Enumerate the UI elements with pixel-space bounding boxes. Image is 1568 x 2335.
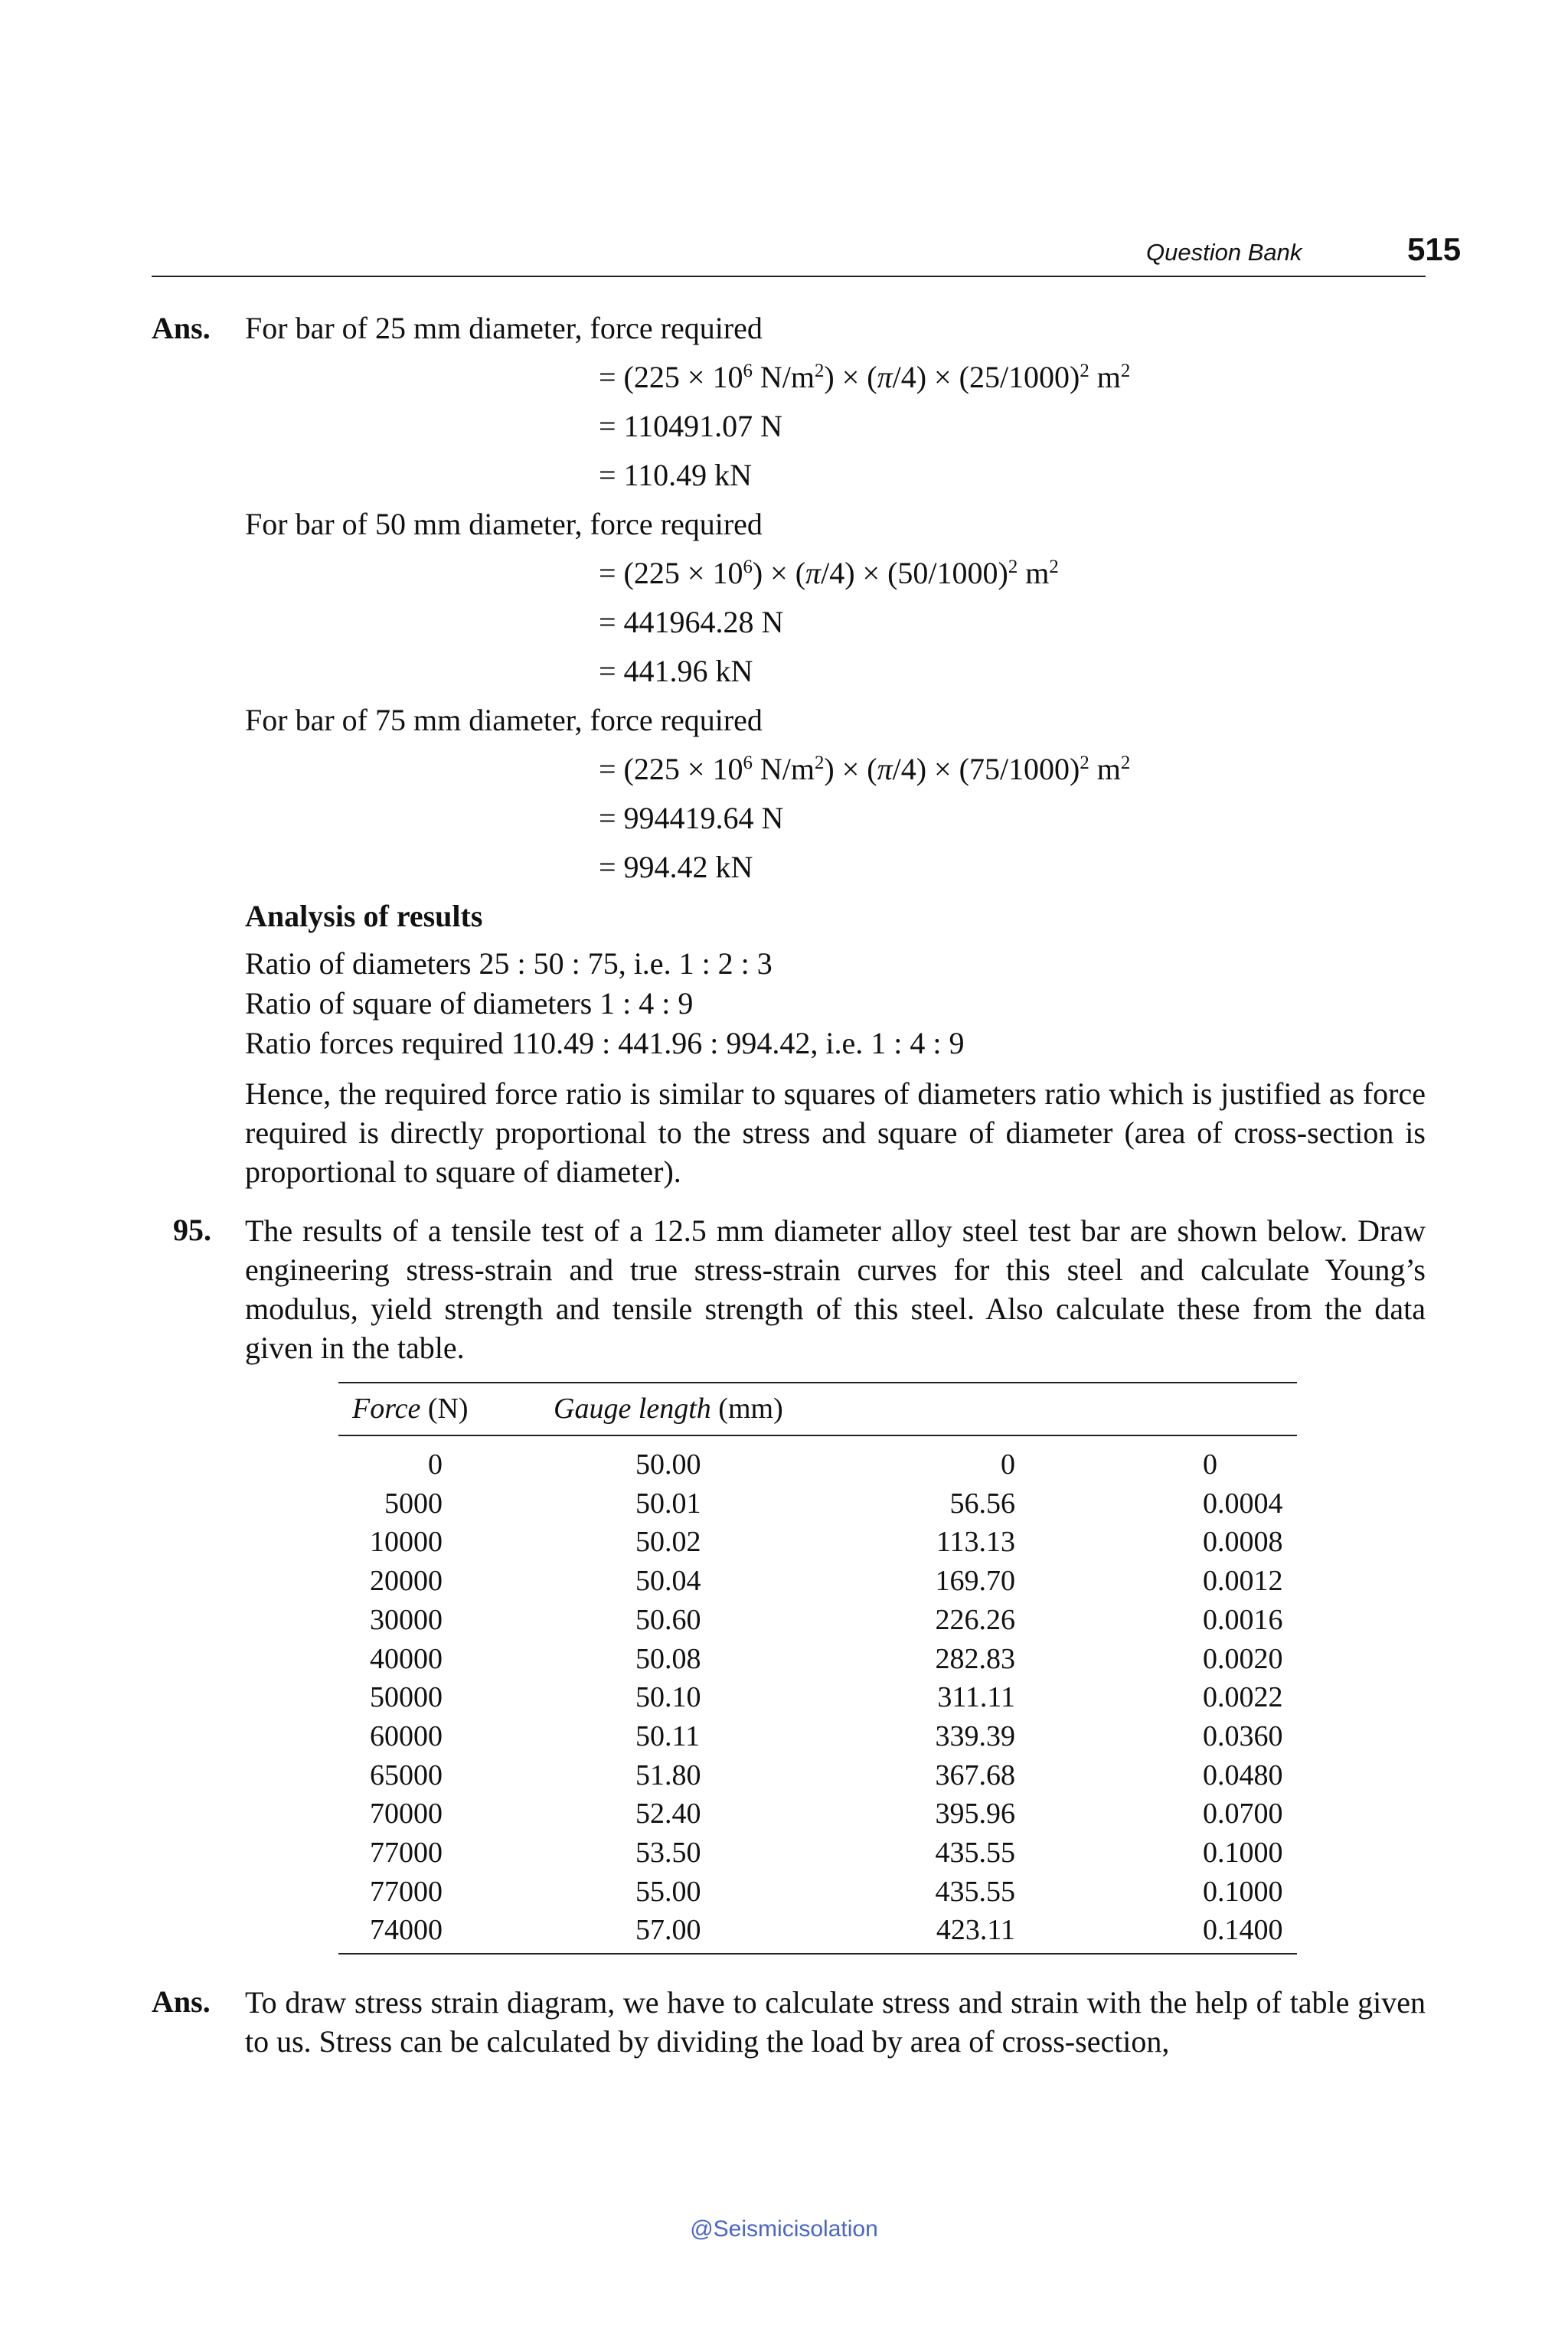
stress-cell: 395.96 (935, 1798, 1015, 1830)
bar25-result-kn: = 110.49 kN (599, 458, 752, 492)
strain-cell: 0.0004 (1203, 1487, 1283, 1520)
force-cell: 50000 (370, 1681, 443, 1714)
answer-label-2: Ans. (152, 1984, 211, 2019)
strain-cell: 0.0008 (1203, 1526, 1283, 1559)
bar50-intro: For bar of 50 mm diameter, force required (245, 507, 763, 541)
stress-cell: 0 (1001, 1448, 1015, 1481)
stress-cell: 339.39 (935, 1719, 1015, 1752)
page-number: 515 (1407, 231, 1462, 267)
force-cell: 77000 (370, 1837, 443, 1869)
force-cell: 70000 (370, 1798, 443, 1830)
strain-cell: 0.1000 (1203, 1837, 1283, 1869)
strain-cell: 0.0360 (1203, 1719, 1283, 1752)
strain-cell: 0.0020 (1203, 1642, 1283, 1675)
stress-cell: 367.68 (935, 1759, 1015, 1791)
strain-cell: 0.0480 (1203, 1759, 1283, 1791)
stress-cell: 282.83 (935, 1642, 1015, 1675)
force-cell: 40000 (370, 1642, 443, 1675)
gauge-length-cell: 50.11 (635, 1719, 701, 1752)
bar50-result-kn: = 441.96 kN (599, 654, 753, 688)
table-header-gauge-length: Gauge length (mm) (554, 1393, 783, 1425)
strain-cell: 0.0012 (1203, 1565, 1283, 1598)
watermark: @Seismicisolation (690, 2216, 878, 2242)
bar50-equation: = $(225 \times 10^6) \times (\pi/4) \times (50/1000)^2$ $m^2$ (599, 556, 1059, 590)
strain-cell: 0.0700 (1203, 1798, 1283, 1830)
bar25-result-n: = 110491.07 N (599, 409, 782, 443)
gauge-length-cell: 57.00 (635, 1914, 701, 1947)
force-cell: 0 (428, 1448, 443, 1481)
bar75-intro: For bar of 75 mm diameter, force required (245, 703, 763, 737)
header-rule (152, 276, 1426, 277)
gauge-length-cell: 50.04 (635, 1565, 701, 1598)
stress-cell: 113.13 (936, 1526, 1015, 1559)
question-number: 95. (173, 1213, 211, 1247)
strain-cell: 0 (1203, 1448, 1217, 1481)
bar75-result-kn: = 994.42 kN (599, 850, 753, 884)
gauge-length-cell: 52.40 (635, 1798, 701, 1830)
force-cell: 20000 (370, 1565, 443, 1598)
gauge-length-cell: 50.02 (635, 1526, 701, 1559)
table-top-rule (338, 1382, 1297, 1383)
force-cell: 74000 (370, 1914, 443, 1947)
force-cell: 65000 (370, 1759, 443, 1791)
running-head-title: Question Bank (1146, 239, 1302, 266)
ratio-square-diameters: Ratio of square of diameters 1 : 4 : 9 (245, 986, 694, 1021)
stress-cell: 435.55 (935, 1837, 1015, 1869)
stress-cell: 423.11 (936, 1914, 1015, 1947)
strain-cell: 0.0016 (1203, 1603, 1283, 1636)
bar25-equation: = ($225 \times 10^6$ $N/m^2) \times (\pi/4) \times (25/1000)^2$ $m^2$ (599, 360, 1131, 394)
bar75-result-n: = 994419.64 N (599, 801, 784, 835)
stress-cell: 169.70 (935, 1565, 1015, 1598)
table-header-rule (338, 1435, 1297, 1436)
gauge-length-cell: 50.08 (635, 1642, 701, 1675)
question-text: The results of a tensile test of a 12.5 mm diameter alloy steel test bar are shown below. Draw engineering stress-strain and true stress-strain curves for this steel and calculate Young’s modulus, yield strength and tensile strength of this steel. Also calculate these from the data given in the table. (245, 1213, 1426, 1365)
bar75-equation: = ($225 \times 10^6$ $N/m^2) \times (\pi/4) \times (75/1000)^2$ $m^2$ (599, 752, 1131, 786)
force-cell: 10000 (370, 1526, 443, 1559)
stress-cell: 226.26 (935, 1603, 1015, 1636)
strain-cell: 0.1400 (1203, 1914, 1283, 1947)
analysis-heading: Analysis of results (245, 899, 483, 933)
bar25-intro: For bar of 25 mm diameter, force required (245, 311, 763, 345)
gauge-length-cell: 50.01 (635, 1487, 701, 1520)
table-header-force: Force (N) (352, 1393, 469, 1425)
strain-cell: 0.1000 (1203, 1875, 1283, 1908)
strain-cell: 0.0022 (1203, 1681, 1283, 1714)
answer-2-text: To draw stress strain diagram, we have to calculate stress and strain with the help of table given to us. Stress can be calculated by dividing the load by area of cross-section, (245, 1985, 1426, 2059)
stress-cell: 311.11 (937, 1681, 1015, 1714)
gauge-length-cell: 51.80 (635, 1759, 701, 1791)
stress-cell: 435.55 (935, 1875, 1015, 1908)
gauge-length-cell: 50.00 (635, 1448, 701, 1481)
force-cell: 77000 (370, 1875, 443, 1908)
bar50-result-n: = 441964.28 N (599, 605, 784, 639)
gauge-length-cell: 50.10 (635, 1681, 701, 1714)
stress-cell: 56.56 (949, 1487, 1015, 1520)
gauge-length-cell: 55.00 (635, 1875, 701, 1908)
ratio-forces: Ratio forces required 110.49 : 441.96 : 994.42, i.e. 1 : 4 : 9 (245, 1026, 965, 1060)
gauge-length-cell: 53.50 (635, 1837, 701, 1869)
ratio-diameters: Ratio of diameters 25 : 50 : 75, i.e. 1 : 2 : 3 (245, 946, 773, 981)
force-cell: 60000 (370, 1719, 443, 1752)
table-bottom-rule (338, 1953, 1297, 1955)
conclusion-paragraph: Hence, the required force ratio is similar to squares of diameters ratio which is justified as force required is directly proportional to the stress and square of diameter (area of cross-section is proportional to square of diameter). (245, 1076, 1426, 1189)
gauge-length-cell: 50.60 (635, 1603, 701, 1636)
force-cell: 5000 (384, 1487, 443, 1520)
force-cell: 30000 (370, 1603, 443, 1636)
answer-label: Ans. (152, 311, 211, 345)
